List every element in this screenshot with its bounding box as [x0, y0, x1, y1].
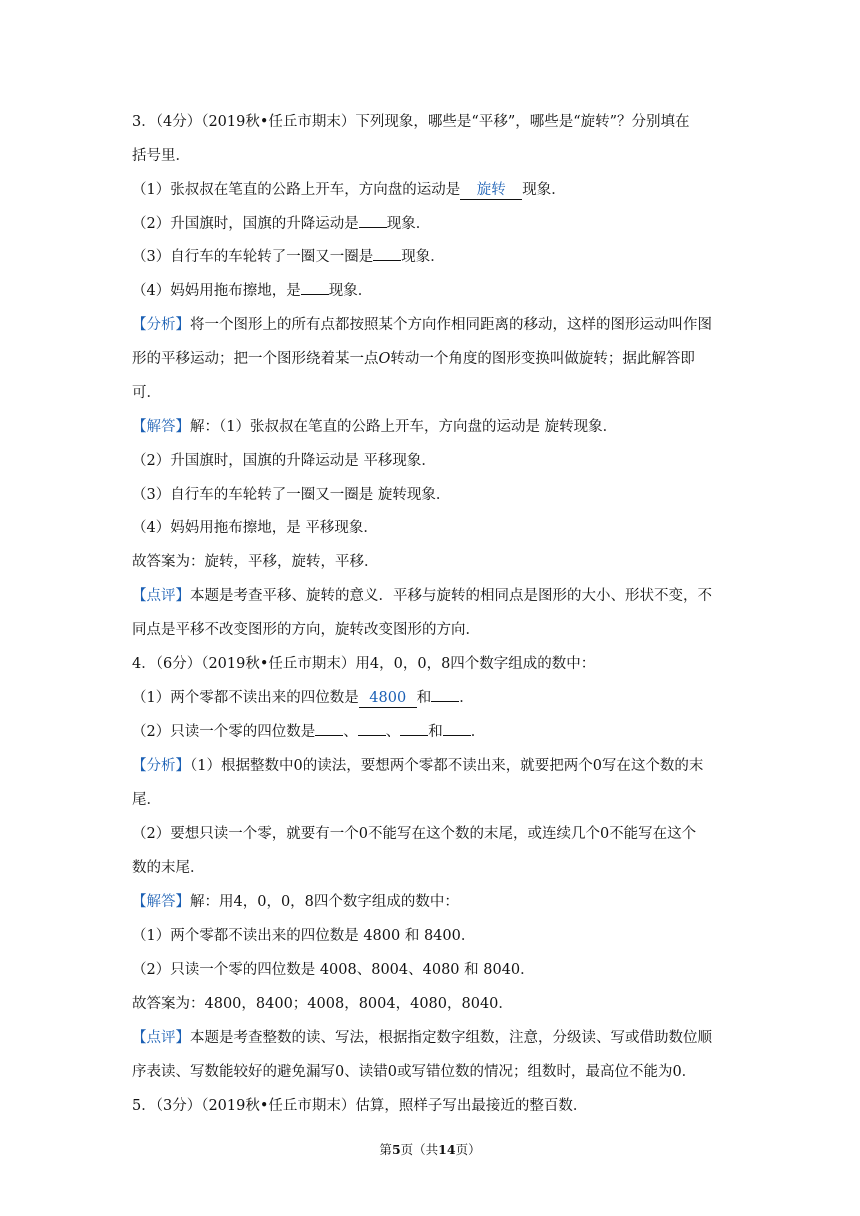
q3-answer-line-3 [132, 485, 750, 505]
q4-answer-text-3: （2）只读一个零的四位数是 4008、8004、4080 和 8040． [132, 962, 535, 978]
q4-item-2-blank-1 [315, 735, 343, 736]
q4-item-2-sep-2: 、 [385, 724, 401, 740]
q3-item-3-suffix: 现象． [401, 249, 445, 265]
q3-analysis-text-3: 可． [132, 385, 161, 401]
q3-comment-line-2 [132, 620, 750, 640]
q4-item-2-blank-2 [358, 735, 386, 736]
q3-analysis-tag: 【分析】 [132, 317, 190, 333]
q3-item-4-blank [301, 294, 329, 295]
q3-comment-tag: 【点评】 [132, 588, 190, 604]
q3-answer-line-5 [132, 552, 750, 572]
q4-comment-line-2 [132, 1062, 750, 1082]
q4-answer-line-3 [132, 960, 750, 980]
q3-item-4-suffix: 现象． [328, 283, 373, 299]
q4-answer-line-4 [132, 994, 750, 1014]
q3-comment-text-1: 本题是考查平移、旋转的意义．平移与旋转的相同点是图形的大小、形状不变，不 [190, 588, 712, 604]
q3-answer-text-5: 故答案为：旋转，平移，旋转，平移． [132, 554, 379, 570]
q3-item-4 [132, 281, 750, 301]
q3-analysis-text-1: 将一个图形上的所有点都按照某个方向作相同距离的移动，这样的图形运动叫作图 [190, 317, 712, 333]
q4-analysis-text-3: （2）要想只读一个零，就要有一个0不能写在这个数的末尾，或连续几个0不能写在这个 [132, 826, 697, 842]
q4-item-2-suffix: ． [470, 724, 486, 740]
q3-analysis-line-1 [132, 315, 750, 335]
q3-answer-tag: 【解答】 [132, 419, 190, 435]
q4-analysis-tag: 【分析】 [132, 758, 190, 774]
q4-comment-line-1 [132, 1028, 750, 1048]
q3-stem-line-2 [132, 146, 750, 166]
q4-item-1-blank-2 [431, 701, 459, 702]
q4-analysis-line-3 [132, 824, 750, 844]
q4-answer-text-4: 故答案为：4800，8400；4008，8004，4080，8040． [132, 996, 513, 1012]
q4-comment-tag: 【点评】 [132, 1030, 190, 1046]
q3-answer-text-2: （2）升国旗时，国旗的升降运动是 平移现象． [132, 453, 436, 469]
q4-analysis-text-2: 尾． [132, 792, 161, 808]
q3-item-1-suffix: 现象． [522, 182, 566, 198]
q3-item-2-text: （2）升国旗时，国旗的升降运动是 [132, 216, 359, 232]
q4-item-2-blank-3 [400, 735, 428, 736]
q4-item-1 [132, 688, 750, 708]
q4-item-1-suffix: ． [459, 690, 474, 706]
q3-item-3-text: （3）自行车的车轮转了一圈又一圈是 [132, 249, 374, 265]
q4-answer-text-2: （1）两个零都不读出来的四位数是 4800 和 8400． [132, 928, 476, 944]
q4-item-2 [132, 722, 750, 742]
q3-analysis-text-2a: 形的平移运动；把一个图形绕着某一点 [132, 351, 379, 367]
q3-analysis-point-o: O [378, 351, 391, 367]
q4-item-1-text: （1）两个零都不读出来的四位数是 [132, 690, 359, 706]
q4-comment-text-2: 序表读、写数能较好的避免漏写0、读错0或写错位数的情况；组数时，最高位不能为0． [132, 1064, 697, 1080]
q4-answer-text-1: 解：用4，0，0，8四个数字组成的数中： [190, 894, 459, 910]
q4-stem-text: 4．（6分）（2019秋•任丘市期末）用4，0，0，8四个数字组成的数中： [132, 656, 596, 672]
q3-item-1-answer: 旋转 [476, 182, 506, 198]
q4-comment-text-1: 本题是考查整数的读、写法，根据指定数字组数，注意，分级读、写或借助数位顺 [190, 1030, 712, 1046]
q4-item-1-blank-1 [359, 689, 417, 708]
q4-answer-line-1 [132, 892, 750, 912]
q4-analysis-line-4 [132, 858, 750, 878]
q3-comment-text-2: 同点是平移不改变图形的方向，旋转改变图形的方向． [132, 622, 480, 638]
q4-answer-tag: 【解答】 [132, 894, 190, 910]
footer-page-number: 5 [391, 1142, 401, 1157]
q3-comment-line-1 [132, 586, 750, 606]
q3-item-3 [132, 247, 750, 267]
q3-item-2 [132, 214, 750, 234]
q4-analysis-text-4: 数的末尾． [132, 860, 205, 876]
q5-stem [132, 1096, 750, 1116]
page-footer [0, 1142, 860, 1158]
q4-analysis-line-2 [132, 790, 750, 810]
q4-item-1-answer: 4800 [369, 690, 407, 706]
q3-item-3-blank [373, 260, 401, 261]
footer-suffix: 页） [455, 1142, 481, 1157]
q3-analysis-line-3 [132, 383, 750, 403]
footer-middle: 页（共 [400, 1142, 439, 1157]
q3-item-2-suffix: 现象． [386, 216, 431, 232]
q4-analysis-line-1 [132, 756, 750, 776]
q3-stem-text: 3．（4分）（2019秋•任丘市期末）下列现象，哪些是“平移”，哪些是“旋转”？分别填在 [132, 114, 690, 130]
q3-stem-text-2: 括号里． [132, 148, 190, 164]
q3-answer-text-1: 解：（1）张叔叔在笔直的公路上开车，方向盘的运动是 旋转现象． [190, 419, 618, 435]
q3-analysis-line-2 [132, 349, 750, 369]
q4-item-2-sep-1: 、 [343, 724, 358, 740]
q3-stem-line-1 [132, 112, 750, 132]
q3-item-1-blank [460, 181, 522, 200]
q4-analysis-text-1: （1）根据整数中0的读法，要想两个零都不读出来，就要把两个0写在这个数的末 [190, 758, 704, 774]
q5-stem-text: 5．（3分）（2019秋•任丘市期末）估算，照样子写出最接近的整百数． [132, 1098, 588, 1114]
q4-item-2-and: 和 [428, 724, 443, 740]
q3-item-4-text: （4）妈妈用拖布擦地，是 [132, 283, 301, 299]
q3-item-2-blank [359, 227, 387, 228]
footer-total-pages: 14 [438, 1142, 456, 1157]
q4-stem [132, 654, 750, 674]
q4-answer-line-2 [132, 926, 750, 946]
q4-item-2-text: （2）只读一个零的四位数是 [132, 724, 316, 740]
q3-item-1 [132, 180, 750, 200]
q3-answer-text-4: （4）妈妈用拖布擦地，是 平移现象． [132, 520, 378, 536]
footer-prefix: 第 [379, 1142, 392, 1157]
q4-item-1-and: 和 [416, 690, 432, 706]
q4-item-2-blank-4 [443, 735, 471, 736]
q3-answer-line-1 [132, 417, 750, 437]
q3-answer-line-2 [132, 451, 750, 471]
q3-item-1-text: （1）张叔叔在笔直的公路上开车，方向盘的运动是 [132, 182, 461, 198]
q3-answer-text-3: （3）自行车的车轮转了一圈又一圈是 旋转现象． [132, 487, 451, 503]
q3-analysis-text-2b: 转动一个角度的图形变换叫做旋转；据此解答即 [390, 351, 695, 367]
q3-answer-line-4 [132, 518, 750, 538]
